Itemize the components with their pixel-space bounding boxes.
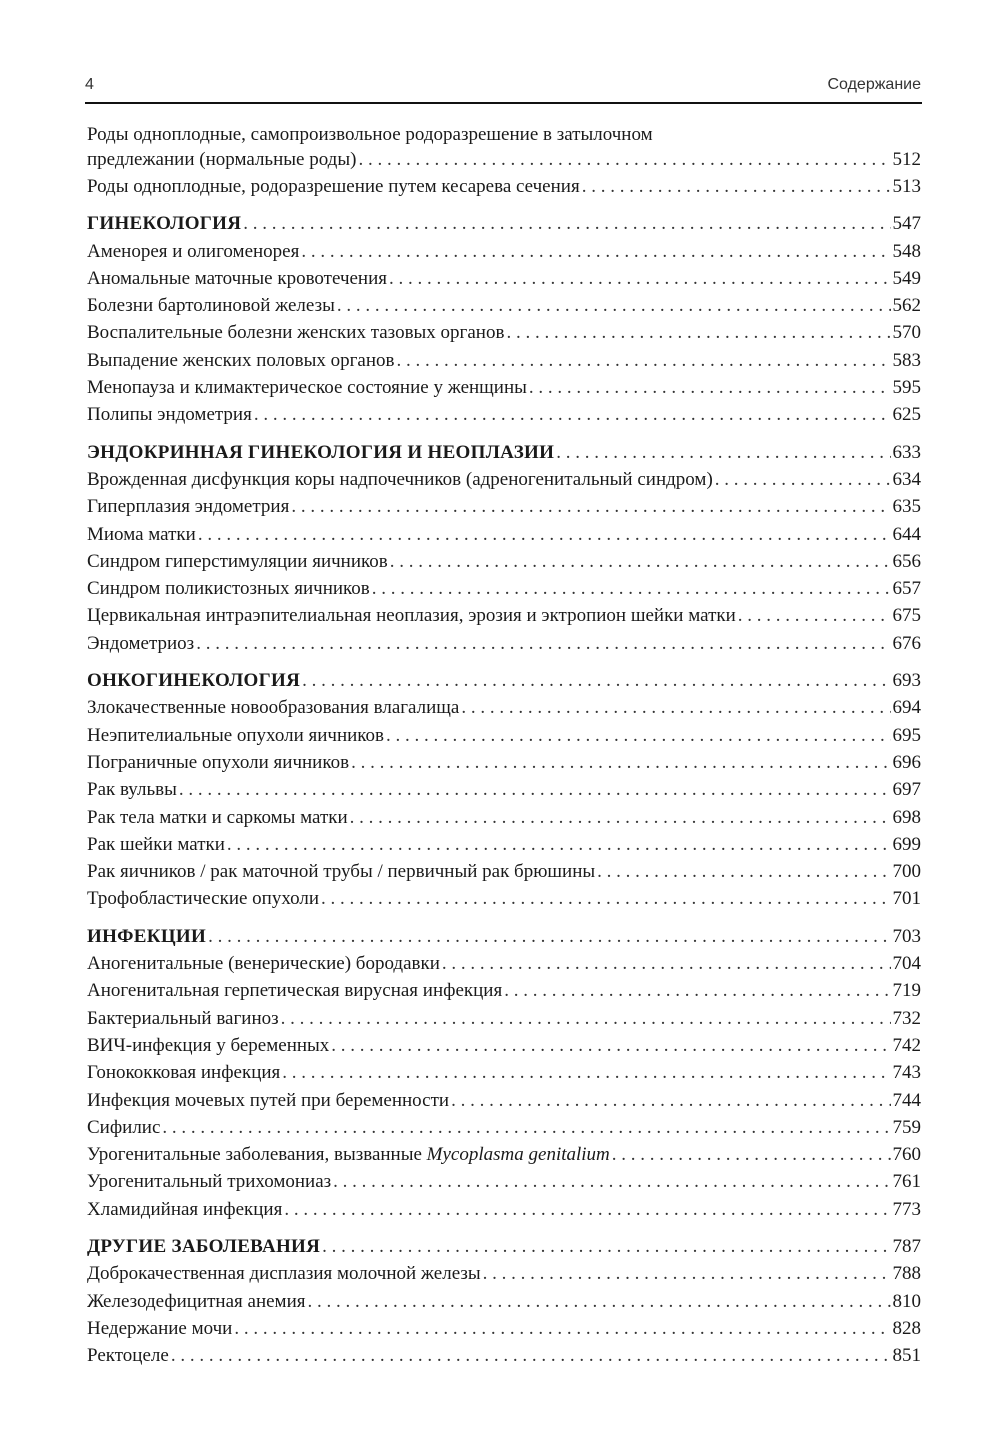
toc-page-number: 635	[892, 496, 921, 518]
toc-page-number: 512	[892, 149, 921, 170]
toc-entry[interactable]	[87, 238, 921, 265]
toc-entry-title: Аменорея и олигоменорея	[87, 240, 300, 262]
toc-entry[interactable]	[87, 977, 921, 1004]
dot-leader	[302, 667, 890, 694]
toc-page-number: 828	[892, 1317, 921, 1339]
toc-entry[interactable]	[87, 319, 921, 346]
dot-leader	[504, 977, 890, 1004]
toc-entry[interactable]	[87, 1196, 921, 1223]
toc-entry[interactable]	[87, 1087, 921, 1114]
toc-entry[interactable]	[87, 124, 921, 173]
dot-leader	[281, 1005, 891, 1032]
dot-leader	[162, 1114, 890, 1141]
dot-leader	[337, 292, 891, 319]
toc-page-number: 676	[892, 632, 921, 654]
toc-entry-title: Бактериальный вагиноз	[87, 1007, 279, 1029]
toc-entry-title: Роды одноплодные, родоразрешение путем кесарева сечения	[87, 176, 580, 197]
toc-entry-title: Эндометриоз	[87, 632, 195, 654]
dot-leader	[196, 630, 890, 657]
dot-leader	[556, 439, 890, 466]
toc-entry-title-line2: предлежании (нормальные роды)	[87, 149, 357, 170]
toc-entry-title: Гиперплазия эндометрия	[87, 496, 290, 518]
toc-section-heading[interactable]	[87, 439, 921, 466]
dot-leader	[179, 776, 891, 803]
toc-page-number: 698	[892, 806, 921, 828]
dot-leader	[171, 1342, 891, 1369]
toc-entry[interactable]	[87, 602, 921, 629]
toc-page-number: 851	[892, 1345, 921, 1367]
toc-page-number: 644	[892, 523, 921, 545]
toc-entry[interactable]	[87, 1260, 921, 1287]
toc-page-number: 634	[892, 468, 921, 490]
toc-entry[interactable]	[87, 173, 921, 200]
toc-entry[interactable]	[87, 1005, 921, 1032]
toc-entry-title: Воспалительные болезни женских тазовых органов	[87, 322, 505, 344]
toc-entry[interactable]	[87, 630, 921, 657]
dot-leader	[442, 950, 891, 977]
toc-page-number: 570	[892, 322, 921, 344]
toc-entry[interactable]	[87, 885, 921, 912]
toc-section-heading[interactable]	[87, 923, 921, 950]
toc-entry-title: Полипы эндометрия	[87, 404, 252, 426]
dot-leader	[227, 831, 891, 858]
dot-leader	[451, 1087, 890, 1114]
toc-entry[interactable]	[87, 347, 921, 374]
toc-page-number: 656	[892, 550, 921, 572]
toc-entry[interactable]	[87, 831, 921, 858]
toc-page-number: 787	[892, 1235, 921, 1257]
dot-leader	[389, 265, 890, 292]
dot-leader	[529, 374, 891, 401]
section-title: ГИНЕКОЛОГИЯ	[87, 213, 242, 235]
toc-entry-title: Инфекция мочевых путей при беременности	[87, 1089, 450, 1111]
toc-page-number: 633	[892, 441, 921, 463]
dot-leader	[322, 1233, 890, 1260]
toc-entry-title: Аногенитальная герпетическая вирусная инфекция	[87, 980, 503, 1002]
toc-section-oncogynecology	[87, 667, 921, 913]
toc-page-number: 742	[892, 1034, 921, 1056]
toc-entry-title: Гонококковая инфекция	[87, 1062, 281, 1084]
toc-entry-title: Синдром поликистозных яичников	[87, 578, 370, 600]
dot-leader	[461, 694, 890, 721]
dot-leader	[301, 238, 890, 265]
dot-leader	[372, 575, 891, 602]
dot-leader	[597, 858, 890, 885]
toc-page-number: 548	[892, 240, 921, 262]
toc-page-number: 760	[892, 1144, 921, 1166]
toc-entry-title: Хламидийная инфекция	[87, 1198, 283, 1220]
table-of-contents	[87, 124, 921, 1369]
toc-page-number: 696	[892, 751, 921, 773]
toc-page-number: 773	[892, 1198, 921, 1220]
toc-page-number: 788	[892, 1263, 921, 1285]
toc-entry[interactable]	[87, 292, 921, 319]
dot-leader	[333, 1168, 890, 1195]
toc-page-number: 595	[892, 377, 921, 399]
dot-leader	[198, 521, 891, 548]
toc-entry[interactable]	[87, 749, 921, 776]
dot-leader	[351, 749, 890, 776]
dot-leader	[243, 210, 890, 237]
toc-entry[interactable]	[87, 1315, 921, 1342]
dot-leader	[208, 923, 890, 950]
toc-page-number: 759	[892, 1116, 921, 1138]
toc-page-number: 583	[892, 349, 921, 371]
toc-page-number: 700	[892, 861, 921, 883]
dot-leader	[282, 1059, 890, 1086]
toc-entry[interactable]	[87, 804, 921, 831]
toc-page-number: 562	[892, 295, 921, 317]
toc-entry-title: Аногенитальные (венерические) бородавки	[87, 953, 440, 975]
toc-entry[interactable]	[87, 1168, 921, 1195]
section-title: ИНФЕКЦИИ	[87, 925, 207, 947]
toc-entry-title: Выпадение женских половых органов	[87, 349, 395, 371]
toc-entry-title: Доброкачественная дисплазия молочной железы	[87, 1263, 481, 1285]
toc-entry-title: Неэпителиальные опухоли яичников	[87, 724, 385, 746]
toc-entry[interactable]	[87, 548, 921, 575]
dot-leader	[612, 1141, 891, 1168]
toc-entry-title: Пограничные опухоли яичников	[87, 751, 350, 773]
toc-entry[interactable]	[87, 466, 921, 493]
toc-entry[interactable]	[87, 1114, 921, 1141]
toc-entry-title: Недержание мочи	[87, 1317, 233, 1339]
dot-leader	[738, 602, 891, 629]
toc-entry[interactable]	[87, 1032, 921, 1059]
header-rule	[85, 102, 922, 104]
toc-entry[interactable]	[87, 265, 921, 292]
section-title: ДРУГИЕ ЗАБОЛЕВАНИЯ	[87, 1235, 321, 1257]
toc-page-number: 732	[892, 1007, 921, 1029]
toc-entry-title-text: Урогенитальные заболевания, вызванные	[87, 1144, 427, 1166]
section-title: ЭНДОКРИННАЯ ГИНЕКОЛОГИЯ И НЕОПЛАЗИИ	[87, 441, 555, 463]
toc-entry[interactable]	[87, 776, 921, 803]
toc-page-number: 697	[892, 779, 921, 801]
toc-page-number: 694	[892, 697, 921, 719]
dot-leader	[308, 1288, 891, 1315]
dot-leader	[396, 347, 890, 374]
toc-page-number: 513	[892, 176, 921, 197]
toc-entry[interactable]	[87, 858, 921, 885]
toc-page-number: 547	[892, 213, 921, 235]
toc-page-number: 549	[892, 267, 921, 289]
toc-entry[interactable]	[87, 1059, 921, 1086]
toc-entry-title: Рак вульвы	[87, 779, 177, 801]
toc-entry[interactable]	[87, 374, 921, 401]
toc-entry-title: Урогенитальный трихомониаз	[87, 1171, 332, 1193]
dot-leader	[715, 466, 891, 493]
dot-leader	[234, 1315, 890, 1342]
toc-entry-title: ВИЧ-инфекция у беременных	[87, 1034, 330, 1056]
toc-entry-title: Врожденная дисфункция коры надпочечников (адреногенитальный синдром)	[87, 468, 713, 490]
toc-section-endocrine-gynecology	[87, 439, 921, 657]
toc-page-number: 744	[892, 1089, 921, 1111]
toc-page-number: 699	[892, 833, 921, 855]
toc-page-number: 704	[892, 953, 921, 975]
dot-leader	[284, 1196, 890, 1223]
dot-leader	[254, 401, 891, 428]
toc-page-number: 675	[892, 605, 921, 627]
toc-entry[interactable]	[87, 1141, 921, 1168]
toc-entry-title: Сифилис	[87, 1116, 161, 1138]
dot-leader	[386, 722, 890, 749]
toc-page-number: 761	[892, 1171, 921, 1193]
toc-entry-title: Рак тела матки и саркомы матки	[87, 806, 348, 828]
dot-leader	[582, 173, 891, 200]
section-title: ОНКОГИНЕКОЛОГИЯ	[87, 670, 301, 692]
toc-entry[interactable]	[87, 401, 921, 428]
toc-entry-title: Миома матки	[87, 523, 196, 545]
toc-entry[interactable]	[87, 521, 921, 548]
toc-section-infections	[87, 923, 921, 1223]
toc-section-heading[interactable]	[87, 1233, 921, 1260]
toc-page-number: 625	[892, 404, 921, 426]
toc-entry-title: Рак шейки матки	[87, 833, 225, 855]
toc-entry[interactable]	[87, 950, 921, 977]
toc-entry[interactable]	[87, 493, 921, 520]
page-number: 4	[85, 76, 94, 93]
toc-page-number: 657	[892, 578, 921, 600]
toc-entry-title: Менопауза и климактерическое состояние у женщины	[87, 377, 527, 399]
toc-entry[interactable]	[87, 722, 921, 749]
toc-entry-title: Злокачественные новообразования влагалища	[87, 697, 460, 719]
toc-entry[interactable]	[87, 575, 921, 602]
toc-page-number: 693	[892, 670, 921, 692]
toc-entry-title: Трофобластические опухоли	[87, 888, 320, 910]
toc-entry-title: Рак яичников / рак маточной трубы / первичный рак брюшины	[87, 861, 596, 883]
toc-page-number: 719	[892, 980, 921, 1002]
toc-entry[interactable]	[87, 694, 921, 721]
toc-section-heading[interactable]	[87, 667, 921, 694]
toc-page-number: 810	[892, 1290, 921, 1312]
running-header	[85, 76, 921, 100]
toc-entry-title: Ректоцеле	[87, 1345, 169, 1367]
toc-entry-title	[87, 1141, 610, 1168]
toc-section-other-diseases	[87, 1233, 921, 1369]
toc-entry-title: Болезни бартолиновой железы	[87, 295, 335, 317]
toc-entry[interactable]	[87, 1288, 921, 1315]
dot-leader	[350, 804, 891, 831]
dot-leader	[321, 885, 890, 912]
toc-entry-title: Аномальные маточные кровотечения	[87, 267, 388, 289]
toc-section-heading[interactable]	[87, 210, 921, 237]
dot-leader	[506, 319, 890, 346]
toc-entry-title-italic: Mycoplasma genitalium	[426, 1144, 610, 1166]
toc-page-number: 703	[892, 925, 921, 947]
dot-leader	[358, 146, 890, 173]
dot-leader	[331, 1032, 890, 1059]
toc-page-number: 743	[892, 1062, 921, 1084]
running-title: Содержание	[827, 76, 921, 93]
toc-section-gynecology	[87, 210, 921, 428]
toc-entry-title: Железодефицитная анемия	[87, 1290, 306, 1312]
toc-entry[interactable]	[87, 1342, 921, 1369]
dot-leader	[390, 548, 891, 575]
dot-leader	[291, 493, 890, 520]
toc-page-number: 701	[892, 888, 921, 910]
dot-leader	[483, 1260, 891, 1287]
toc-page-number: 695	[892, 724, 921, 746]
toc-entry-title: Цервикальная интраэпителиальная неоплазия, эрозия и эктропион шейки матки	[87, 605, 736, 627]
toc-entry-title: Синдром гиперстимуляции яичников	[87, 550, 388, 572]
toc-entry-title-line1: Роды одноплодные, самопроизвольное родоразрешение в затылочном	[87, 124, 653, 145]
